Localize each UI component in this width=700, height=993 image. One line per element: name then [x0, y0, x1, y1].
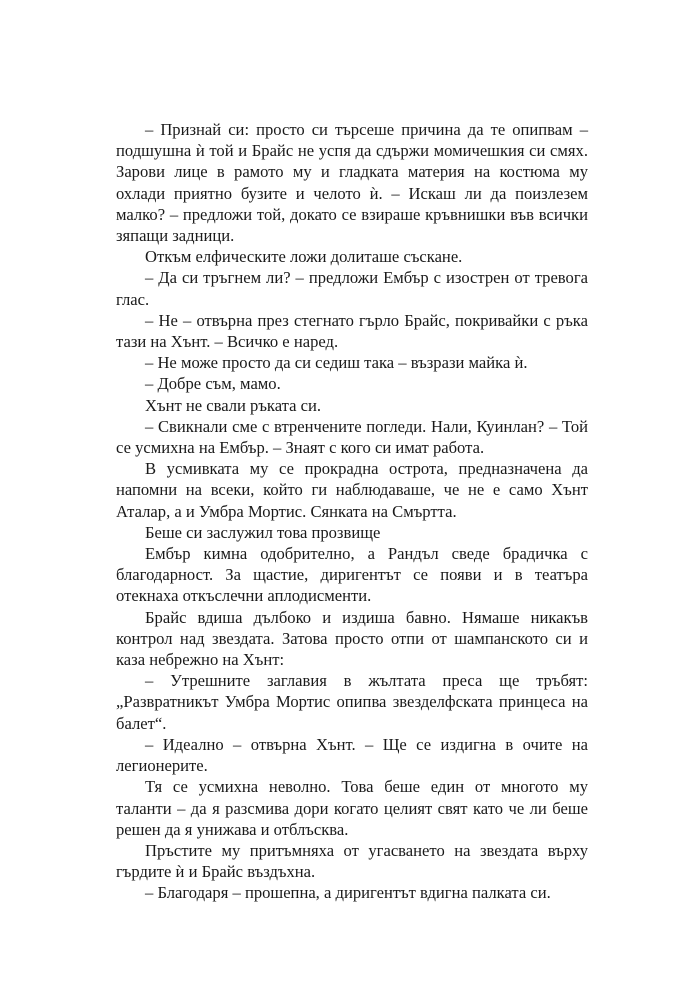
paragraph-12: Брайс вдиша дълбоко и издиша бавно. Нямаше никакъв контрол над звездата. Затова просто отпи от шампанското си и каза небрежно на Хънт: — [116, 607, 588, 670]
paragraph-17: – Благодаря – прошепна, а диригентът вдигна палката си. — [145, 883, 551, 903]
paragraph-3: – Да си тръгнем ли? – предложи Ембър с изострен от тревога глас. — [116, 268, 588, 309]
paragraph-15: Тя се усмихна неволно. Това беше един от многото му таланти – да я разсмива дори когато целият свят като че ли беше решен да я унижава и отблъсква. — [116, 777, 588, 839]
paragraph-6: – Добре съм, мамо. — [145, 374, 281, 394]
paragraph-16: Пръстите му притъмняха от угасването на звездата върху гърдите ѝ и Брайс въздъхна. — [116, 840, 588, 882]
body-text — [116, 119, 588, 904]
paragraph-7: Хънт не свали ръката си. — [145, 395, 322, 415]
paragraph-4: – Не – отвърна през стегнато гърло Брайс, покривайки с ръка тази на Хънт. – Всичко е наред. — [116, 310, 588, 352]
paragraph-5: – Не може просто да си седиш така – възрази майка ѝ. — [145, 353, 528, 373]
paragraph-2: Откъм елфическите ложи долиташе съскане. — [145, 247, 463, 267]
paragraph-9: В усмивката му се прокрадна острота, предназначена да напомни на всеки, който ги наблюдаваше, че не е само Хънт Аталар, а и Умбра Мортис. Сянката на Смъртта. — [116, 459, 588, 521]
paragraph-13: – Утрешните заглавия в жълтата преса ще тръбят: „Развратникът Умбра Мортис опипва звезделфската принцеса на балет“. — [116, 671, 588, 733]
paragraph-11: Ембър кимна одобрително, а Рандъл сведе брадичка с благодарност. За щастие, диригентът се появи и в театъра отекнаха откъслечни аплодисменти. — [116, 544, 588, 606]
paragraph-1: – Признай си: просто си търсеше причина да те опипвам – подшушна ѝ той и Брайс не успя да сдържи момичешкия си смях. Зарови лице в рамото му и гладката материя на костюма му охлади приятно бузите и челото ѝ. – Искаш ли да поизлезем малко? – предложи той, докато се взираше кръвнишки във всички зяпащи задници. — [116, 120, 588, 246]
paragraph-10: Беше си заслужил това прозвище — [145, 522, 381, 542]
paragraph-8: – Свикнали сме с втренчените погледи. Нали, Куинлан? – Той се усмихна на Ембър. – Знаят с кого си имат работа. — [116, 416, 588, 458]
paragraph-14: – Идеално – отвърна Хънт. – Ще се издигна в очите на легионерите. — [116, 734, 588, 776]
